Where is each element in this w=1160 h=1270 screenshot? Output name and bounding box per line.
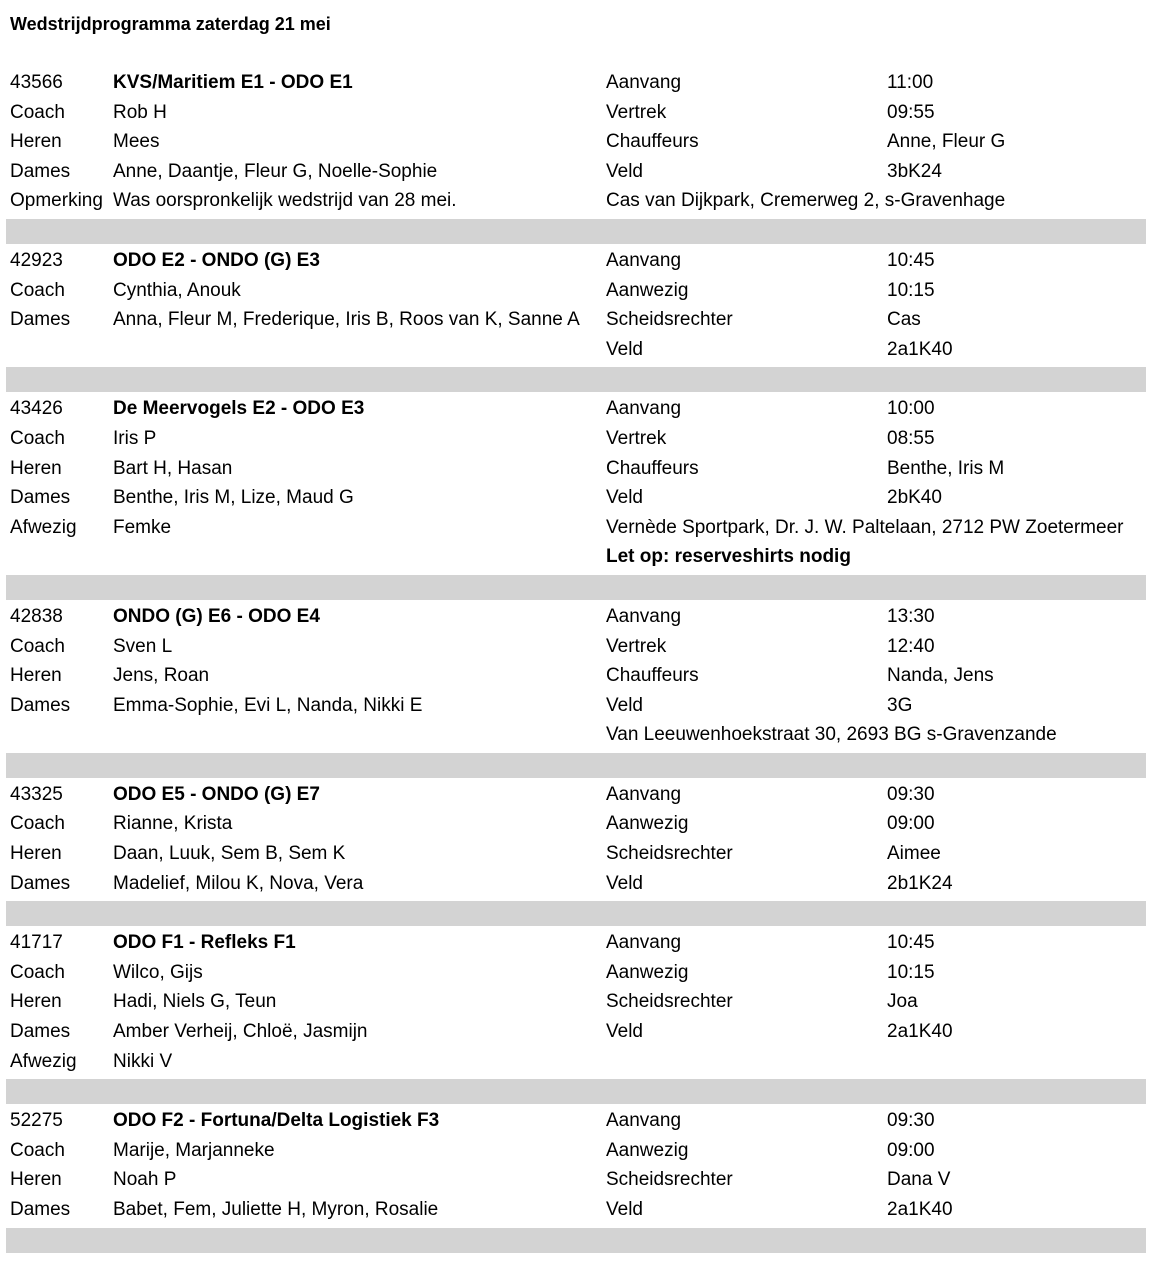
- row-value: Mees: [113, 131, 160, 153]
- row-value: Femke: [113, 516, 172, 538]
- row-value: Bart H, Hasan: [113, 457, 233, 479]
- match-row: [0, 305, 1160, 335]
- match-separator: [6, 575, 1146, 600]
- info-label: Aanwezig: [606, 961, 689, 983]
- match-separator: [6, 1228, 1146, 1253]
- info-value: 09:30: [887, 1110, 935, 1132]
- info-value: 08:55: [887, 427, 935, 449]
- match-row: [0, 513, 1160, 543]
- match-row: [0, 335, 1160, 365]
- row-value: Hadi, Niels G, Teun: [113, 991, 277, 1013]
- info-value: 10:15: [887, 279, 935, 301]
- info-value: 11:00: [887, 72, 934, 93]
- match-row: [0, 186, 1160, 216]
- row-label: Dames: [10, 160, 71, 182]
- match-row: [0, 987, 1160, 1017]
- match-row: [0, 424, 1160, 454]
- match-row: [0, 157, 1160, 187]
- row-label: Coach: [10, 279, 65, 301]
- match-program: [0, 68, 1160, 1255]
- info-value: Benthe, Iris M: [887, 457, 1005, 479]
- info-value: 10:45: [887, 932, 935, 954]
- row-value: Anna, Fleur M, Frederique, Iris B, Roos van K, Sanne A: [113, 309, 580, 331]
- info-value: 09:00: [887, 1139, 935, 1161]
- row-label: Dames: [10, 487, 71, 509]
- row-value: Was oorspronkelijk wedstrijd van 28 mei.: [113, 190, 457, 212]
- info-value: Nanda, Jens: [887, 665, 994, 687]
- info-value: 2a1K40: [887, 1021, 953, 1043]
- info-value: 10:15: [887, 961, 935, 983]
- info-value: Anne, Fleur G: [887, 131, 1006, 153]
- info-label: Chauffeurs: [606, 457, 699, 479]
- row-value: Anne, Daantje, Fleur G, Noelle-Sophie: [113, 160, 438, 182]
- info-value: Cas: [887, 309, 921, 331]
- info-label: Aanvang: [606, 605, 682, 627]
- info-label: Aanvang: [606, 72, 682, 93]
- match-row: [0, 632, 1160, 662]
- info-value: 2bK40: [887, 487, 942, 509]
- match-row: [0, 1195, 1160, 1225]
- match-row: [0, 958, 1160, 988]
- match-row: [0, 127, 1160, 157]
- info-label: Aanvang: [606, 249, 682, 271]
- row-value: Rob H: [113, 101, 167, 123]
- match-row: [0, 691, 1160, 721]
- row-value: Jens, Roan: [113, 665, 210, 687]
- match-header-row: [0, 68, 1160, 98]
- info-label: Vertrek: [606, 635, 667, 657]
- match-separator: [6, 367, 1146, 392]
- row-label: Heren: [10, 665, 62, 687]
- info-label: Van Leeuwenhoekstraat 30, 2693 BG s-Gravenzande: [606, 724, 1057, 746]
- info-label: Veld: [606, 694, 643, 716]
- row-value: Wilco, Gijs: [113, 961, 203, 983]
- match-title: ODO F1 - Refleks F1: [113, 932, 296, 954]
- row-label: Opmerking: [10, 190, 103, 212]
- row-value: Amber Verheij, Chloë, Jasmijn: [113, 1021, 368, 1043]
- row-value: Noah P: [113, 1169, 177, 1191]
- row-value: Sven L: [113, 635, 173, 657]
- info-value: 3G: [887, 694, 913, 716]
- match-row: [0, 839, 1160, 869]
- match-separator: [6, 219, 1146, 244]
- info-value: Aimee: [887, 843, 941, 865]
- info-value: 2a1K40: [887, 338, 953, 360]
- row-label: Coach: [10, 1139, 65, 1161]
- row-label: Coach: [10, 427, 65, 449]
- row-label: Afwezig: [10, 516, 77, 538]
- page-title: Wedstrijdprogramma zaterdag 21 mei: [10, 14, 331, 34]
- row-value: Madelief, Milou K, Nova, Vera: [113, 872, 364, 894]
- row-label: Coach: [10, 635, 65, 657]
- info-label: Aanwezig: [606, 279, 689, 301]
- row-label: Coach: [10, 961, 65, 983]
- row-value: Nikki V: [113, 1050, 173, 1072]
- row-label: Afwezig: [10, 1050, 77, 1072]
- match-row: [0, 1136, 1160, 1166]
- row-value: Cynthia, Anouk: [113, 279, 241, 301]
- info-value: 2a1K40: [887, 1199, 953, 1220]
- info-label: Scheidsrechter: [606, 309, 733, 331]
- info-value: 3bK24: [887, 160, 942, 182]
- row-label: Coach: [10, 813, 65, 835]
- match-number: 43566: [10, 72, 63, 93]
- match-number: 41717: [10, 932, 63, 954]
- info-value: 2b1K24: [887, 872, 953, 894]
- match-title: ODO E2 - ONDO (G) E3: [113, 249, 320, 271]
- info-value: 09:55: [887, 101, 935, 123]
- info-label: Scheidsrechter: [606, 1169, 733, 1191]
- row-value: Marije, Marjanneke: [113, 1139, 275, 1161]
- info-label: Aanvang: [606, 932, 682, 954]
- match-block: [0, 246, 1160, 392]
- row-label: Dames: [10, 1199, 71, 1220]
- match-title: ODO E5 - ONDO (G) E7: [113, 783, 320, 805]
- info-label: Veld: [606, 1199, 643, 1220]
- match-header-row: [0, 780, 1160, 810]
- match-block: [0, 780, 1160, 926]
- info-label: Aanwezig: [606, 813, 689, 835]
- match-row: [0, 98, 1160, 128]
- info-label: Aanvang: [606, 398, 682, 420]
- info-label: Scheidsrechter: [606, 991, 733, 1013]
- info-value: Joa: [887, 991, 918, 1013]
- match-row: [0, 483, 1160, 513]
- match-block: [0, 1106, 1160, 1252]
- info-label: Veld: [606, 160, 643, 182]
- match-header-row: [0, 602, 1160, 632]
- match-number: 42923: [10, 249, 63, 271]
- match-row: [0, 720, 1160, 750]
- info-label: Vertrek: [606, 427, 667, 449]
- info-value: 10:00: [887, 398, 935, 420]
- row-value: Benthe, Iris M, Lize, Maud G: [113, 487, 354, 509]
- match-block: [0, 68, 1160, 244]
- match-header-row: [0, 246, 1160, 276]
- info-label: Aanwezig: [606, 1139, 689, 1161]
- match-header-row: [0, 1106, 1160, 1136]
- match-row: [0, 1047, 1160, 1077]
- match-row: [0, 661, 1160, 691]
- row-label: Dames: [10, 1021, 71, 1043]
- row-value: Babet, Fem, Juliette H, Myron, Rosalie: [113, 1199, 439, 1220]
- info-label: Chauffeurs: [606, 665, 699, 687]
- row-label: Dames: [10, 694, 71, 716]
- row-value: Iris P: [113, 427, 157, 449]
- match-header-row: [0, 394, 1160, 424]
- info-label: Chauffeurs: [606, 131, 699, 153]
- match-title: De Meervogels E2 - ODO E3: [113, 398, 365, 420]
- info-value: 12:40: [887, 635, 935, 657]
- match-row: [0, 869, 1160, 899]
- match-block: [0, 928, 1160, 1104]
- row-label: Dames: [10, 309, 71, 331]
- match-number: 43426: [10, 398, 63, 420]
- info-label: Veld: [606, 1021, 643, 1043]
- match-block: [0, 394, 1160, 600]
- info-label: Vernède Sportpark, Dr. J. W. Paltelaan, 2712 PW Zoetermeer: [606, 516, 1124, 538]
- match-row: [0, 542, 1160, 572]
- match-title: ODO F2 - Fortuna/Delta Logistiek F3: [113, 1110, 440, 1132]
- row-value: Emma-Sophie, Evi L, Nanda, Nikki E: [113, 694, 423, 716]
- info-label: Let op: reserveshirts nodig: [606, 546, 851, 568]
- info-value: 13:30: [887, 605, 935, 627]
- match-row: [0, 1165, 1160, 1195]
- match-number: 43325: [10, 783, 63, 805]
- match-separator: [6, 753, 1146, 778]
- info-label: Aanvang: [606, 783, 682, 805]
- info-value: Dana V: [887, 1169, 951, 1191]
- match-row: [0, 454, 1160, 484]
- row-label: Heren: [10, 1169, 62, 1191]
- info-value: 10:45: [887, 249, 935, 271]
- info-label: Scheidsrechter: [606, 843, 733, 865]
- match-row: [0, 809, 1160, 839]
- info-value: 09:30: [887, 783, 935, 805]
- row-label: Heren: [10, 991, 62, 1013]
- match-block: [0, 602, 1160, 778]
- info-label: Veld: [606, 487, 643, 509]
- match-number: 42838: [10, 605, 63, 627]
- row-value: Rianne, Krista: [113, 813, 233, 835]
- match-row: [0, 276, 1160, 306]
- row-label: Heren: [10, 131, 62, 153]
- row-label: Coach: [10, 101, 65, 123]
- match-row: [0, 1017, 1160, 1047]
- match-number: 52275: [10, 1110, 63, 1132]
- info-value: 09:00: [887, 813, 935, 835]
- info-label: Veld: [606, 338, 643, 360]
- row-label: Heren: [10, 457, 62, 479]
- row-label: Dames: [10, 872, 71, 894]
- info-label: Veld: [606, 872, 643, 894]
- info-label: Aanvang: [606, 1110, 682, 1132]
- match-separator: [6, 1079, 1146, 1104]
- match-separator: [6, 901, 1146, 926]
- row-value: Daan, Luuk, Sem B, Sem K: [113, 843, 346, 865]
- row-label: Heren: [10, 843, 62, 865]
- info-label: Cas van Dijkpark, Cremerweg 2, s-Gravenhage: [606, 190, 1006, 212]
- match-title: KVS/Maritiem E1 - ODO E1: [113, 72, 353, 93]
- match-header-row: [0, 928, 1160, 958]
- info-label: Vertrek: [606, 101, 667, 123]
- match-title: ONDO (G) E6 - ODO E4: [113, 605, 320, 627]
